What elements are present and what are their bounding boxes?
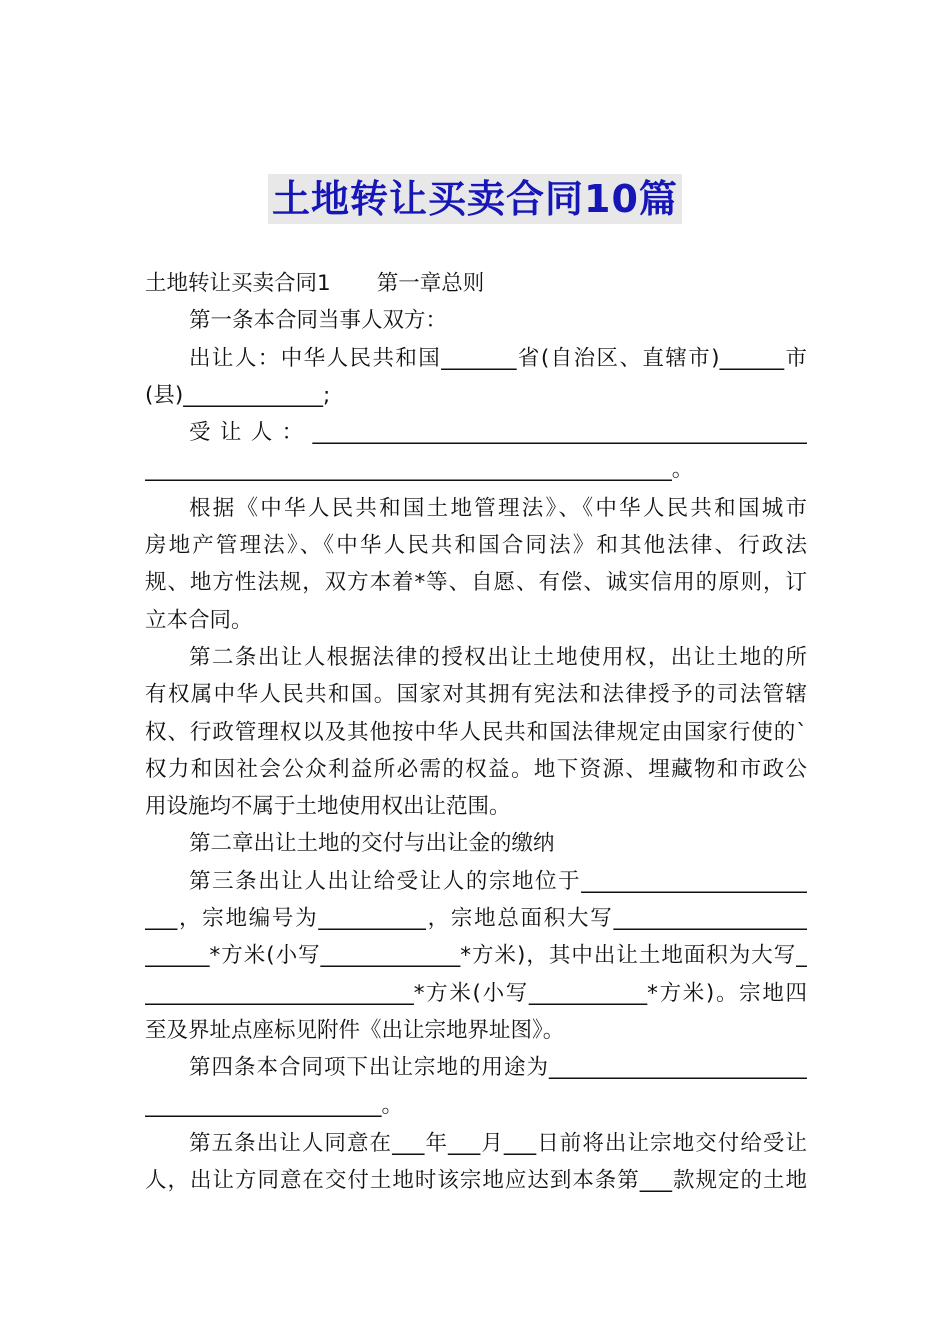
paragraph-line: 第二条出让人根据法律的授权出让土地使用权，出让土地的所	[189, 644, 807, 670]
paragraph-line: 权、行政管理权以及其他按中华人民共和国法律规定由国家行使的`	[145, 719, 807, 745]
paragraph-line: 权力和因社会公众利益所必需的权益。地下资源、埋藏物和市政公	[145, 756, 807, 782]
paragraph-line: 第五条出让人同意在___年___月___日前将出让宗地交付给受让	[189, 1130, 807, 1156]
paragraph-line: 第一条本合同当事人双方：	[189, 308, 448, 334]
paragraph-line: 出让人：中华人民共和国_______省(自治区、直辖市)______市	[189, 345, 807, 371]
paragraph-line: _________________________________________________。	[145, 457, 694, 483]
paragraph-line: 用设施均不属于土地使用权出让范围。	[145, 794, 511, 820]
heading-line	[145, 265, 807, 302]
contract-number-label: 土地转让买卖合同1	[145, 271, 331, 296]
paragraph-line: 受让人：______________________________________________	[189, 420, 807, 446]
paragraph-line: 第三条出让人出让给受让人的宗地位于_____________________	[189, 868, 807, 894]
document-title: 土地转让买卖合同10篇	[268, 174, 682, 224]
paragraph-line: 根据《中华人民共和国土地管理法》、《中华人民共和国城市	[189, 495, 807, 521]
paragraph-line: ______________________。	[145, 1092, 404, 1118]
paragraph-line: ______*方米(小写_____________*方米)，其中出让土地面积为大写_	[145, 943, 807, 969]
paragraph-line: 立本合同。	[145, 607, 253, 633]
paragraph-line: (县)_____________;	[145, 382, 331, 408]
paragraph-line: 有权属中华人民共和国。国家对其拥有宪法和法律授予的司法管辖	[145, 682, 807, 708]
paragraph-line: 第四条本合同项下出让宗地的用途为________________________	[189, 1055, 807, 1081]
title-container	[0, 174, 950, 224]
paragraph-line: _________________________*方米(小写___________*方米)。宗地四	[145, 980, 807, 1006]
paragraph-line: ___，宗地编号为__________，宗地总面积大写__________________	[145, 906, 807, 932]
paragraph-line: 至及界址点座标见附件《出让宗地界址图》。	[145, 1017, 565, 1043]
paragraph-line: 人，出让方同意在交付土地时该宗地应达到本条第___款规定的土地	[145, 1168, 807, 1194]
document-body	[145, 265, 807, 1199]
chapter-heading-line: 第二章出让土地的交付与出让金的缴纳	[189, 831, 555, 857]
paragraph-line: 规、地方性法规，双方本着*等、自愿、有偿、诚实信用的原则，订	[145, 570, 807, 596]
paragraph-line: 房地产管理法》、《中华人民共和国合同法》和其他法律、行政法	[145, 533, 807, 559]
chapter-heading: 第一章总则	[376, 271, 485, 296]
